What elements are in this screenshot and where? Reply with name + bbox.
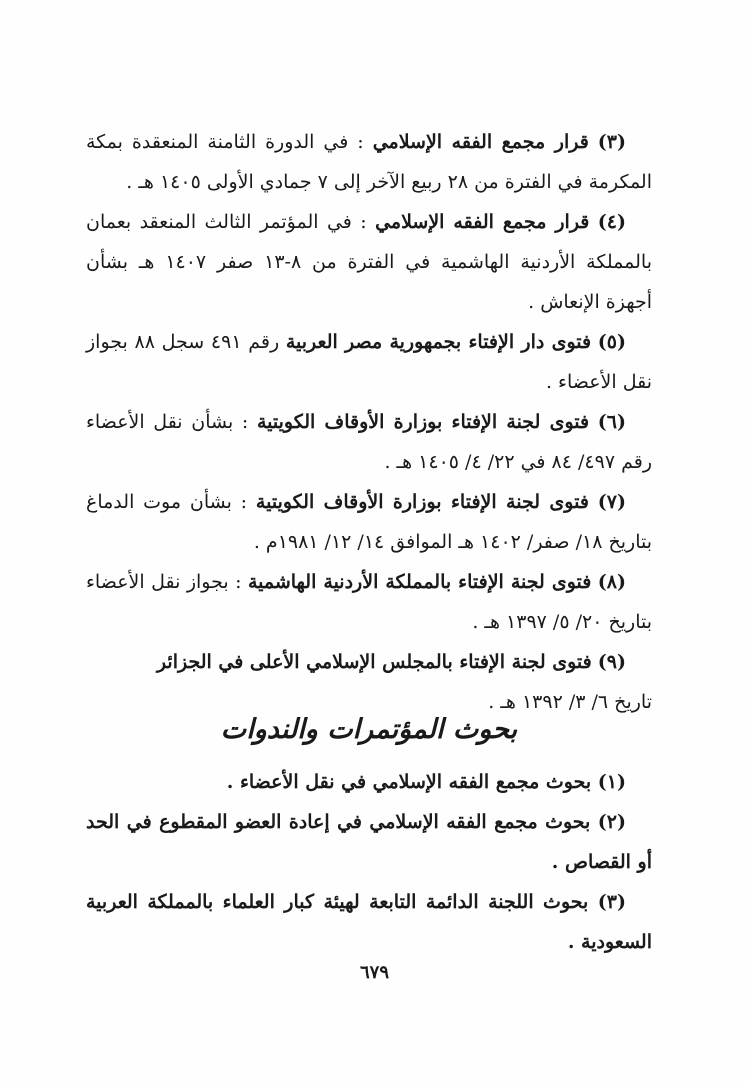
entry-number: (٣) (597, 891, 626, 913)
research-list (86, 762, 652, 962)
fatwa-entry-3 (86, 122, 652, 202)
entry-number: (١) (597, 771, 626, 793)
entry-title: فتوى دار الإفتاء بجمهورية مصر العربية (285, 331, 592, 353)
entry-number: (٥) (597, 331, 627, 353)
entry-body: رقم ٤٩١ سجل ٨٨ بجواز نقل الأعضاء . (86, 331, 652, 393)
fatwa-entry-7 (86, 482, 652, 562)
fatwa-entry-5 (86, 322, 652, 402)
entry-number: (٧) (597, 491, 626, 513)
entry-title: فتوى لجنة الإفتاء بالمملكة الأردنية الهاشمية (247, 571, 592, 593)
entry-title: قرار مجمع الفقه الإسلامي (375, 211, 590, 233)
entry-body: : بجواز نقل الأعضاء بتاريخ ٢٠/ ٥/ ١٣٩٧ هـ . (86, 571, 652, 633)
fatwa-entry-6 (86, 402, 652, 482)
entry-text: بحوث مجمع الفقه الإسلامي في نقل الأعضاء . (226, 771, 592, 793)
page-number: ٦٧٩ (359, 962, 389, 983)
entry-number: (٦) (597, 411, 626, 433)
entry-number: (٩) (597, 651, 626, 673)
fatwa-entry-4 (86, 202, 652, 322)
entry-text: بحوث اللجنة الدائمة التابعة لهيئة كبار العلماء بالمملكة العربية السعودية . (86, 891, 652, 953)
entry-body: : بشأن نقل الأعضاء رقم ٤٩٧/ ٨٤ في ٢٢/ ٤/ ١٤٠٥ هـ . (86, 411, 652, 473)
entry-title: فتوى لجنة الإفتاء بوزارة الأوقاف الكويتية (255, 491, 589, 513)
entry-number: (٤) (597, 211, 627, 233)
section-heading: بحوث المؤتمرات والندوات (220, 714, 518, 745)
entry-number: (٢) (597, 811, 626, 833)
entry-number: (٣) (597, 131, 626, 153)
entry-title: فتوى لجنة الإفتاء بالمجلس الإسلامي الأعلى في الجزائر (156, 651, 592, 673)
research-entry-2 (86, 802, 652, 882)
research-entry-3 (86, 882, 652, 962)
entry-body: : بشأن موت الدماغ بتاريخ ١٨/ صفر/ ١٤٠٢ هـ الموافق ١٤/ ١٢/ ١٩٨١م . (86, 491, 652, 553)
entry-body: : في الدورة الثامنة المنعقدة بمكة المكرمة في الفترة من ٢٨ ربيع الآخر إلى ٧ جمادي الأولى ١٤٠٥ هـ . (86, 131, 652, 193)
research-entry-1 (86, 762, 652, 802)
entry-body: : في المؤتمر الثالث المنعقد بعمان بالمملكة الأردنية الهاشمية في الفترة من ٨-١٣ صفر ١٤٠٧ هـ بشأن أجهزة الإنعاش . (86, 211, 652, 313)
entry-body: تاريخ ٦/ ٣/ ١٣٩٢ هـ . (488, 691, 652, 713)
fatwa-entry-8 (86, 562, 652, 642)
entry-title: فتوى لجنة الإفتاء بوزارة الأوقاف الكويتية (256, 411, 590, 433)
entry-number: (٨) (597, 571, 627, 593)
fatwa-list (86, 122, 652, 722)
entry-text: بحوث مجمع الفقه الإسلامي في إعادة العضو المقطوع في الحد أو القصاص . (86, 811, 652, 873)
entry-title: قرار مجمع الفقه الإسلامي (372, 131, 589, 153)
